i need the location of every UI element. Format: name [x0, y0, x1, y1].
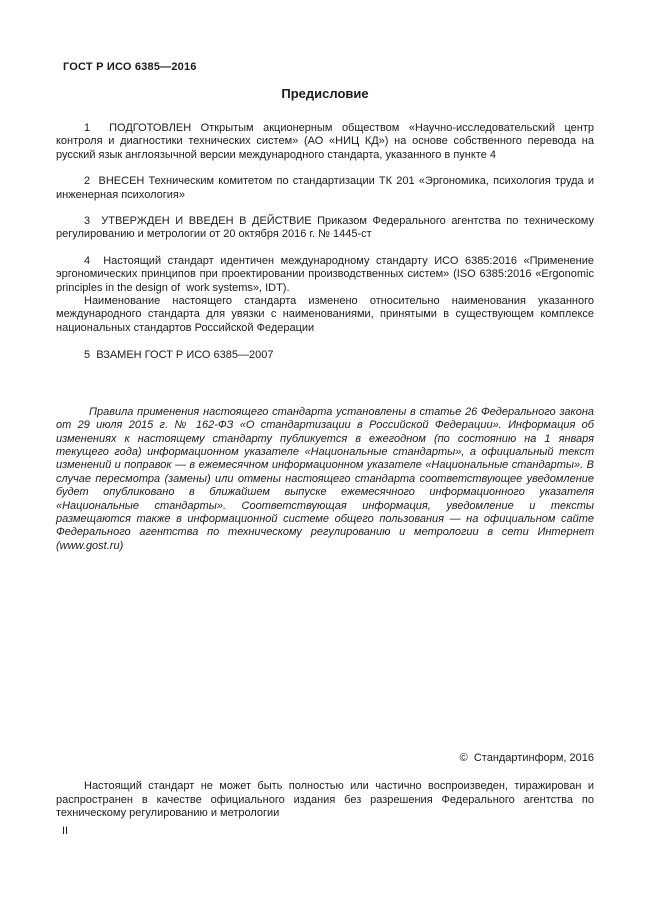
- foreword-item-2: 2 ВНЕСЕН Техническим комитетом по стандартизации ТК 201 «Эргономика, психология труда и инженерная психология»: [56, 175, 594, 201]
- foreword-item-4-note: Наименование настоящего стандарта изменено относительно наименования указанного международного стандарта для увязки с наименованиями, принятыми в существующем комплексе национальных стандартов Российской Федерации: [56, 295, 594, 334]
- foreword-item-4: 4 Настоящий стандарт идентичен международному стандарту ИСО 6385:2016 «Применение эргономических принципов при проектировании производственных систем» (ISO 6385:2016 «Ergonomic principles in the design of work systems», IDT).: [56, 254, 594, 294]
- foreword-item-5: 5 ВЗАМЕН ГОСТ Р ИСО 6385—2007: [84, 349, 274, 362]
- copyright-line: © Стандартинформ, 2016: [459, 752, 594, 764]
- application-rules-paragraph: Правила применения настоящего стандарта установлены в статье 26 Федерального закона от 29 июля 2015 г. № 162-ФЗ «О стандартизации в Российской Федерации». Информация об изменениях к настоящему стандарту публикуется в ежегодном (по состоянию на 1 января текущего года) информационном указателе «Национальные стандарты», а официальный текст изменений и поправок — в ежемесячном информационном указателе «Национальные стандарты». В случае пересмотра (замены) или отмены настоящего стандарта соответствующее уведомление будет опубликовано в ближайшем выпуске ежемесячного информационного указателя «Национальные стандарты». Соответствующая информация, уведомление и тексты размещаются также в информационной системе общего пользования — на официальном сайте Федерального агентства по техническому регулированию и метрологии в сети Интернет (www.gost.ru): [56, 405, 594, 552]
- page-footer: [56, 752, 594, 838]
- foreword-item-3: 3 УТВЕРЖДЕН И ВВЕДЕН В ДЕЙСТВИЕ Приказом Федерального агентства по техническому регулированию и метрологии от 20 октября 2016 г. № 1445-ст: [56, 215, 594, 241]
- page-title: Предисловие: [281, 86, 369, 101]
- reproduction-restriction-notice: Настоящий стандарт не может быть полностью или частично воспроизведен, тиражирован и распространен в качестве официального издания без разрешения Федерального агентства по техническому регулированию и метрологии: [56, 780, 594, 820]
- document-content: [56, 0, 594, 553]
- foreword-item-1: 1 ПОДГОТОВЛЕН Открытым акционерным обществом «Научно-исследовательский центр контроля и диагностики технических систем» (АО «НИЦ КД») на основе собственного перевода на русский язык англоязычной версии международного стандарта, указанного в пункте 4: [56, 122, 594, 161]
- page-number: II: [62, 824, 69, 837]
- standard-code-header: ГОСТ Р ИСО 6385—2016: [63, 61, 197, 73]
